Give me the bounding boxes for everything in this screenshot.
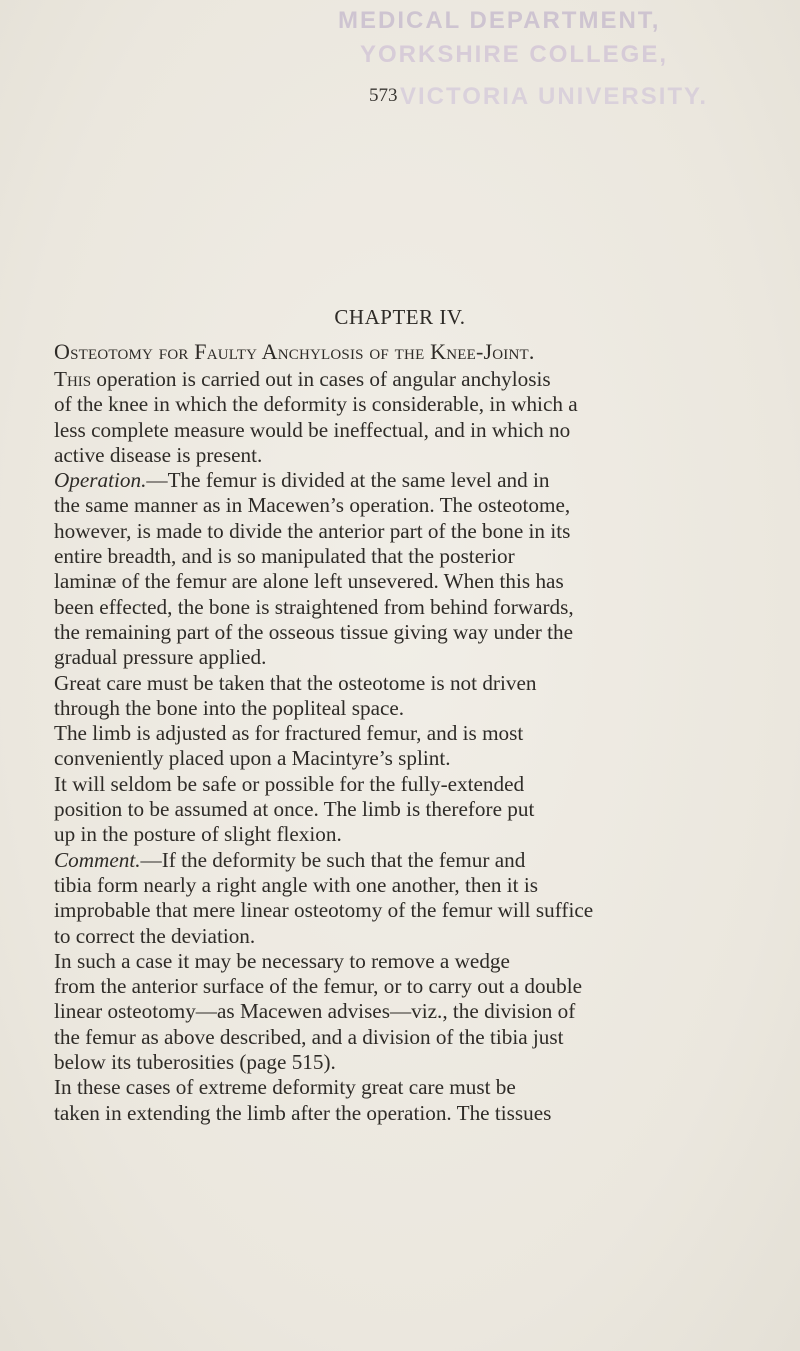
- text-line: improbable that mere linear osteotomy of the femur will suffice: [54, 898, 594, 923]
- text-line: been effected, the bone is straightened from behind forwards,: [54, 594, 574, 619]
- text-line: up in the posture of slight flexion.: [54, 822, 342, 847]
- text-line: to correct the deviation.: [54, 923, 256, 948]
- text-line: In such a case it may be necessary to remove a wedge: [54, 948, 510, 973]
- stamp-line-3: VICTORIA UNIVERSITY.: [400, 83, 709, 110]
- text-line: below its tuberosities (page 515).: [54, 1050, 336, 1075]
- text-line: the femur as above described, and a division of the tibia just: [54, 1024, 564, 1049]
- stamp-line-1: MEDICAL DEPARTMENT,: [338, 7, 661, 34]
- subheading-operation: Operation.: [54, 468, 147, 493]
- text-line: gradual pressure applied.: [54, 645, 267, 670]
- text-line: This operation is carried out in cases of angular anchylosis: [54, 367, 551, 391]
- text-line: the same manner as in Macewen’s operation. The osteotome,: [54, 493, 571, 518]
- text-line: laminæ of the femur are alone left unsevered. When this has: [54, 569, 564, 594]
- stamp-line-2: YORKSHIRE COLLEGE,: [360, 41, 669, 68]
- lead-word: This: [54, 367, 92, 391]
- text-line: taken in extending the limb after the operation. The tissues: [54, 1100, 552, 1125]
- text-line: tibia form nearly a right angle with one another, then it is: [54, 872, 538, 897]
- text-line: conveniently placed upon a Macintyre’s splint.: [54, 746, 451, 771]
- text-line: however, is made to divide the anterior part of the bone in its: [54, 518, 571, 543]
- text-line: position to be assumed at once. The limb is therefore put: [54, 797, 535, 822]
- text-line: It will seldom be safe or possible for the fully-extended: [54, 771, 525, 796]
- text-line: active disease is present.: [54, 442, 263, 467]
- text-line: Operation.—The femur is divided at the same level and in: [54, 468, 550, 493]
- text-line: Comment.—If the deformity be such that the femur and: [54, 847, 526, 872]
- text-line: The limb is adjusted as for fractured femur, and is most: [54, 721, 524, 746]
- section-title: Osteotomy for Faulty Anchylosis of the Knee-Joint.: [54, 339, 535, 364]
- text-line: linear osteotomy—as Macewen advises—viz., the division of: [54, 999, 576, 1024]
- text-line: the remaining part of the osseous tissue giving way under the: [54, 619, 573, 644]
- chapter-heading: CHAPTER IV.: [334, 305, 466, 329]
- text-line: from the anterior surface of the femur, or to carry out a double: [54, 974, 583, 999]
- text-line: through the bone into the popliteal space.: [54, 695, 405, 720]
- subheading-comment: Comment.: [54, 847, 141, 872]
- page-number: 573: [369, 85, 398, 106]
- text-line: of the knee in which the deformity is considerable, in which a: [54, 392, 578, 417]
- text-line: less complete measure would be ineffectual, and in which no: [54, 417, 571, 442]
- body-text: [54, 367, 754, 1126]
- text-line: In these cases of extreme deformity great care must be: [54, 1075, 516, 1100]
- text-line: Great care must be taken that the osteotome is not driven: [54, 670, 537, 695]
- text-line: entire breadth, and is so manipulated that the posterior: [54, 544, 515, 569]
